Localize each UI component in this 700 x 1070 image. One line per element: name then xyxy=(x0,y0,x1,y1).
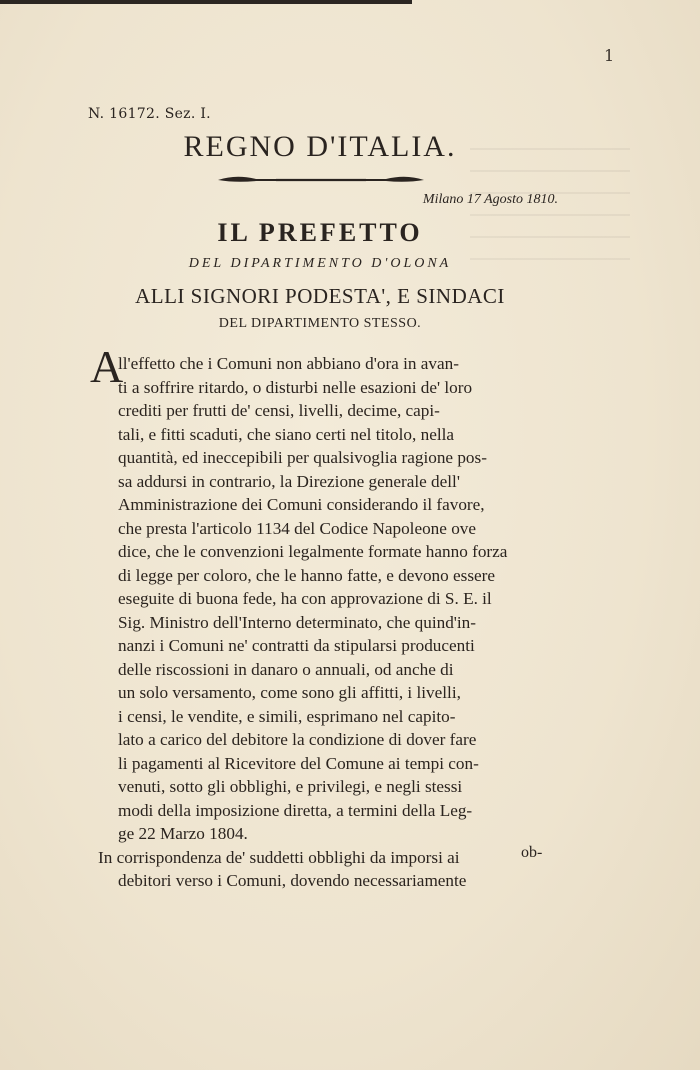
kingdom-heading: REGNO D'ITALIA. xyxy=(183,130,457,163)
body-line: di legge per coloro, che le hanno fatte, e devono essere xyxy=(118,565,496,585)
addressee-subheading: DEL DIPARTIMENTO STESSO. xyxy=(218,316,422,331)
top-edge-shadow xyxy=(0,0,412,4)
body-line: quantità, ed ineccepibili per qualsivoglia ragione pos- xyxy=(118,448,487,467)
body-line: Amministrazione dei Comuni considerando il favore, xyxy=(118,495,485,514)
body-line: dice, che le convenzioni legalmente formate hanno forza xyxy=(118,542,508,561)
body-line: nanzi i Comuni ne' contratti da stipularsi producenti xyxy=(118,636,475,655)
ornamental-rule xyxy=(216,172,426,186)
body-line: crediti per frutti de' censi, livelli, decime, capi- xyxy=(118,401,440,420)
body-line: lato a carico del debitore la condizione di dover fare xyxy=(118,730,477,749)
drop-cap: A xyxy=(90,341,124,392)
title-department: DEL DIPARTIMENTO D'OLONA xyxy=(188,256,452,271)
body-line: Sig. Ministro dell'Interno determinato, che quind'in- xyxy=(118,612,476,632)
document-date: Milano 17 Agosto 1810. xyxy=(422,192,558,207)
body-line: sa addursi in contrario, la Direzione generale dell' xyxy=(118,471,460,491)
body-line: un solo versamento, come sono gli affitti, i livelli, xyxy=(118,683,461,702)
body-line: ti a soffrire ritardo, o disturbi nelle esazioni de' loro xyxy=(118,377,473,397)
body-line: delle riscossioni in danaro o annuali, od anche di xyxy=(118,659,454,679)
body-line: ge 22 Marzo 1804. xyxy=(118,824,248,843)
corner-mark: 1 xyxy=(604,46,615,65)
body-line: debitori verso i Comuni, dovendo necessariamente xyxy=(118,871,467,890)
body-line: In corrispondenza de' suddetti obblighi da imporsi ai xyxy=(98,847,460,867)
reference-number: N. 16172. Sez. I. xyxy=(88,106,211,122)
body-line: eseguite di buona fede, ha con approvazione di S. E. il xyxy=(118,589,492,608)
body-line: li pagamenti al Ricevitore del Comune ai tempi con- xyxy=(118,753,479,773)
body-line: i censi, le vendite, e simili, esprimano nel capito- xyxy=(118,706,456,726)
body-line: ll'effetto che i Comuni non abbiano d'ora in avan- xyxy=(118,354,459,373)
body-line: che presta l'articolo 1134 del Codice Napoleone ove xyxy=(118,518,477,538)
title-prefetto: IL PREFETTO xyxy=(217,218,423,247)
addressee-heading: ALLI SIGNORI PODESTA', E SINDACI xyxy=(135,284,505,308)
body-line: modi della imposizione diretta, a termini della Leg- xyxy=(118,800,473,820)
body-line: tali, e fitti scaduti, che siano certi nel titolo, nella xyxy=(118,424,455,444)
body-line: venuti, sotto gli obblighi, e privilegi, e negli stessi xyxy=(118,777,463,796)
body-text xyxy=(98,352,570,893)
catchword: ob- xyxy=(521,844,543,861)
